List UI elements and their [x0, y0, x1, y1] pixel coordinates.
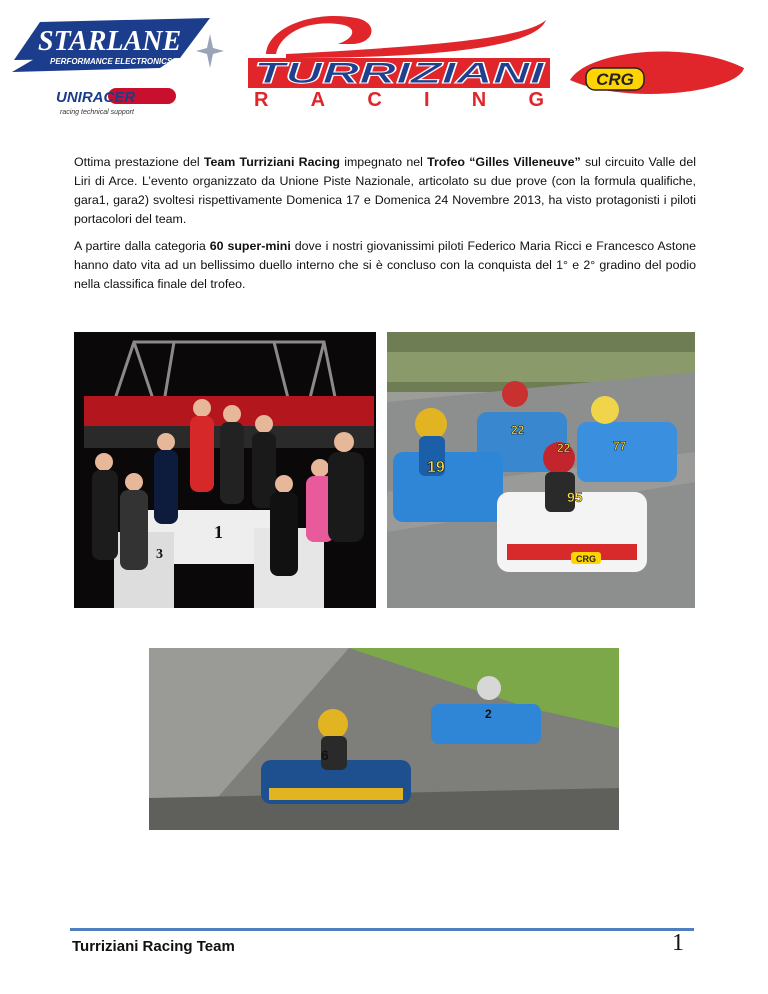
- kart-number: 95: [567, 489, 583, 505]
- uniracer-wordmark: UNIRACER: [56, 89, 136, 106]
- turriziani-racing-logo: [246, 8, 552, 108]
- article-paragraph-1: [74, 153, 696, 229]
- kart-number: 2: [485, 707, 492, 721]
- crg-wordmark: CRG: [596, 70, 634, 89]
- text-run: Ottima prestazione del: [74, 155, 204, 169]
- footer-team-name: Turriziani Racing Team: [72, 938, 235, 955]
- starlane-tagline: PERFORMANCE ELECTRONICS: [50, 57, 173, 66]
- podium-step-1-label: 1: [214, 522, 223, 542]
- kart-number: 19: [427, 459, 445, 476]
- starlane-logo: [10, 14, 225, 76]
- racing-wordmark: RACING: [254, 89, 544, 108]
- swoosh-icon: [266, 16, 546, 58]
- text-run: A partire dalla categoria: [74, 239, 210, 253]
- track-photo: [149, 648, 619, 830]
- podium-photo: [74, 332, 376, 608]
- star-icon: [196, 34, 224, 68]
- footer-divider: [70, 928, 694, 931]
- kart-number: 6: [321, 747, 329, 763]
- uniracer-logo: [52, 82, 182, 118]
- starlane-wordmark: STARLANE: [38, 26, 182, 57]
- team-name-bold: Team Turriziani Racing: [203, 155, 340, 169]
- turriziani-wordmark: TURRIZIANI: [254, 57, 546, 90]
- text-run: dove i nostri giovanissimi piloti Federico Maria Ricci e Francesco Astone hanno dato vita ad un bellissimo duello interno che si è concluso con la conquista del 1° e 2° gradino del podio nella classifica finale del trofeo.: [74, 239, 696, 291]
- category-name-bold: 60 super-mini: [209, 239, 291, 253]
- crg-logo: [568, 44, 746, 106]
- text-run: sul circuito Valle del Liri di Arce. L’evento organizzato da Unione Piste Nazionale, articolato su due prove (con la formula qualifiche, gara1, gara2) svoltesi rispettivamente Domenica 17 e Domenica 24 Novembre 2013, ha visto protagonisti i piloti portacolori del team.: [74, 155, 696, 226]
- podium-step-3-label: 3: [156, 547, 163, 562]
- trophy-name-bold: Trofeo “Gilles Villeneuve”: [427, 155, 581, 169]
- kart-number: 22: [511, 423, 525, 437]
- crg-sticker-text: CRG: [576, 554, 596, 564]
- article-paragraph-2: [74, 237, 696, 294]
- kart-number: 22: [557, 441, 571, 455]
- uniracer-tagline: racing technical support: [60, 109, 134, 116]
- race-start-photo: [387, 332, 695, 608]
- text-run: impegnato nel: [339, 155, 428, 169]
- page-number: 1: [672, 930, 684, 956]
- kart-number: 77: [613, 439, 627, 453]
